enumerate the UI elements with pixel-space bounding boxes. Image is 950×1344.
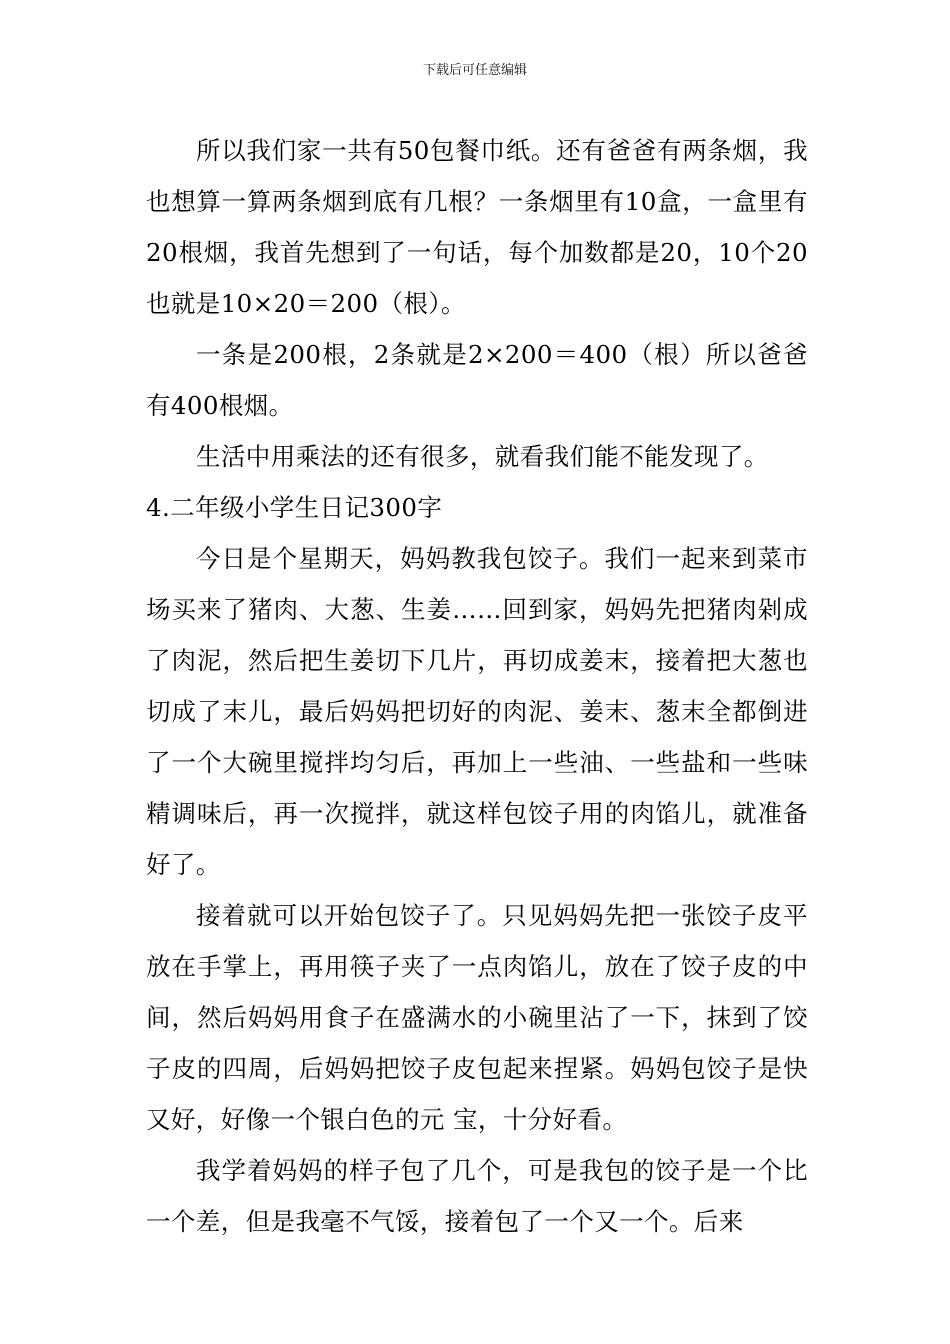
- paragraph-napkins-cigarettes: 所以我们家一共有50包餐巾纸。还有爸爸有两条烟，我也想算一算两条烟到底有几根？一条烟里有10盒，一盒里有20根烟，我首先想到了一句话，每个加数都是20，10个20也就是10×20＝200（根）。: [146, 136, 808, 318]
- paragraph-my-attempt: 我学着妈妈的样子包了几个，可是我包的饺子是一个比一个差，但是我毫不气馁，接着包了一个又一个。后来: [146, 1156, 808, 1236]
- paragraph-dumpling-filling: 今日是个星期天，妈妈教我包饺子。我们一起来到菜市场买来了猪肉、大葱、生姜……回到家，妈妈先把猪肉剁成了肉泥，然后把生姜切下几片，再切成姜末，接着把大葱也切成了末儿，最后妈妈把切好的肉泥、姜末、葱末全都倒进了一个大碗里搅拌均匀后，再加上一些油、一些盐和一些味精调味后，再一次搅拌，就这样包饺子用的肉馅儿，就准备好了。: [146, 544, 808, 879]
- document-body: [146, 125, 808, 1247]
- paragraph-dumpling-wrapping: 接着就可以开始包饺子了。只见妈妈先把一张饺子皮平放在手掌上，再用筷子夹了一点肉馅儿，放在了饺子皮的中间，然后妈妈用食子在盛满水的小碗里沾了一下，抹到了饺子皮的四周，后妈妈把饺子皮包起来捏紧。妈妈包饺子是快又好，好像一个银白色的元 宝，十分好看。: [146, 901, 808, 1134]
- paragraph-cigarette-total: 一条是200根，2条就是2×200＝400（根）所以爸爸有400根烟。: [146, 340, 808, 420]
- section-heading: 4.二年级小学生日记300字: [146, 493, 443, 522]
- paragraph-multiplication-life: 生活中用乘法的还有很多，就看我们能不能发现了。: [196, 442, 769, 471]
- page-header-note: 下载后可任意编辑: [422, 63, 527, 78]
